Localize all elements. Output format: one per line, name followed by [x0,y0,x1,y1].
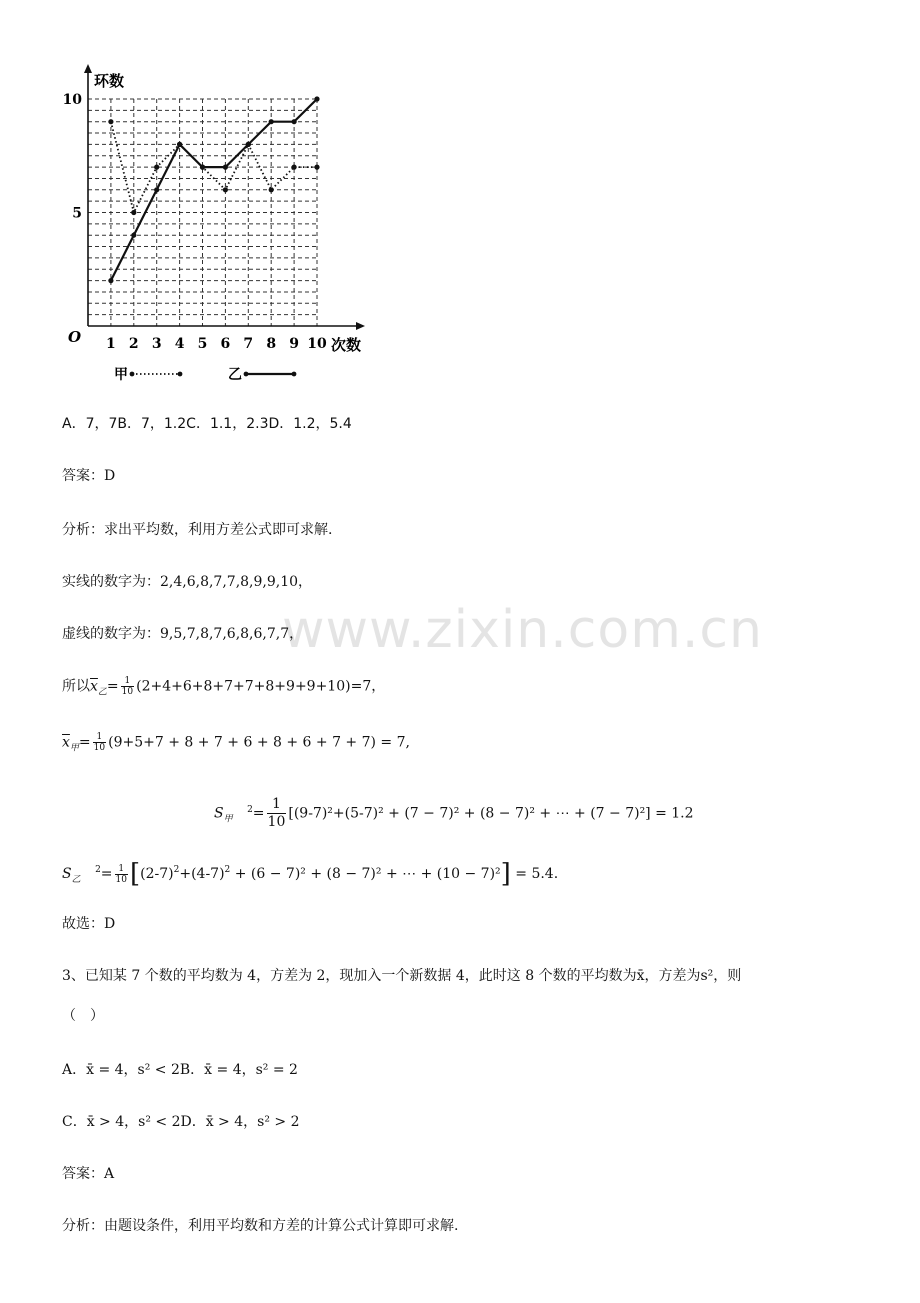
watermark: www.zixin.com.cn [282,600,763,660]
frac-num: 1 [93,732,106,743]
q2-answer [62,466,115,486]
dotted-line-values: 虚线的数字为：9,5,7,8,7,6,8,6,7,7， [62,626,304,642]
term-rest: + (6 − 7)² + (8 − 7)² + ⋯ + (10 − 7)² [230,866,501,882]
q2-options: A．7，7B．7，1.2C．1.1，2.3D．1.2，5.4 [62,416,352,432]
mean-jia-expr: (9+5+7 + 8 + 7 + 6 + 8 + 6 + 7 + 7) = 7, [108,734,410,751]
q3-options-cd: C．x̄ > 4，s² < 2D．x̄ > 4，s² > 2 [62,1114,300,1130]
sub-yi: 乙 [97,687,107,698]
sq: 2 [95,865,101,875]
answer-text: 答案：D [62,468,116,484]
frac-den: 10 [93,743,106,753]
q3-answer: 答案：A [62,1166,115,1182]
s-symbol: S [62,866,72,882]
y-tick-label: 10 [62,92,82,108]
fraction [267,796,287,831]
right-bracket: ] [500,859,511,889]
mean-yi-line [62,676,385,703]
data-point [223,165,228,170]
origin-label: O [68,328,82,346]
q3-options-ab: A．x̄ = 4，s² < 2B．x̄ = 4，s² = 2 [62,1062,298,1078]
so-prefix: 所以 [62,678,90,695]
x-tick-label: 7 [243,336,254,352]
eq-sign: = [106,678,119,695]
variance-yi-result: = 5.4. [510,866,559,882]
data-point [269,119,274,124]
fraction [115,864,128,885]
y-tick-label: 5 [72,205,82,222]
eq-sign: = [78,734,91,751]
frac-num: 1 [121,676,134,687]
data-point [108,278,113,283]
sub-yi: 乙 [71,875,81,885]
q3-analysis: 分析：由题设条件，利用平均数和方差的计算公式计算即可求解. [62,1218,459,1234]
frac-num: 1 [115,864,128,875]
x-tick-label: 6 [220,336,231,352]
data-point [108,119,113,124]
sub-jia: 甲 [69,743,79,754]
xbar-symbol: $\overline{x}$ [90,678,98,695]
mean-jia-line [62,732,410,759]
y-axis-arrow [84,64,92,73]
x-tick-label: 9 [289,336,299,352]
x-tick-label: 2 [128,336,139,352]
data-point [246,142,251,147]
data-point [292,165,297,170]
chart-svg [58,60,378,390]
data-point [314,96,319,101]
legend-dot [292,372,297,377]
q2-choose: 故选：D [62,916,116,932]
data-point [177,142,182,147]
variance-jia-line [214,796,694,831]
legend-label: 乙 [228,367,242,383]
eq-sign: = [100,866,113,882]
data-point [154,165,159,170]
left-bracket: [ [129,859,141,889]
data-point [292,119,297,124]
legend-dot [244,372,249,377]
xbar-symbol: $\overline{x}$ [62,734,70,751]
frac-den: 10 [121,687,134,697]
sq: 2 [173,865,180,875]
fraction [121,676,134,697]
solid-line-values: 实线的数字为：2,4,6,8,7,7,8,9,9,10， [62,574,313,590]
x-tick-label: 8 [266,336,277,352]
variance-yi-line [62,860,558,890]
x-tick-label: 1 [106,336,116,352]
q3-paren: （ ） [62,1008,104,1024]
sq: 2 [247,804,253,815]
line-chart [58,60,378,390]
x-axis-arrow [356,322,365,330]
mean-yi-expr: (2+4+6+8+7+7+8+9+9+10)=7， [136,678,386,695]
x-tick-label: 5 [197,336,208,352]
eq-sign: = [252,805,265,822]
q3-stem: 3、已知某 7 个数的平均数为 4，方差为 2，现加入一个新数据 4，此时这 8 个数的平均数为x̄，方差为s²，则 [62,968,742,984]
q2-analysis: 分析：求出平均数，利用方差公式即可求解. [62,522,333,538]
sub-jia: 甲 [223,814,233,825]
term-a: (2-7) [140,866,174,882]
y-axis-label: 环数 [94,72,125,90]
frac-den: 10 [115,874,127,885]
data-point [154,187,159,192]
sq: 2 [224,865,231,875]
data-point [269,187,274,192]
frac-num: 1 [267,796,287,814]
legend-label: 甲 [114,367,128,383]
x-tick-label: 10 [307,336,327,352]
data-point [200,165,205,170]
x-tick-label: 3 [151,336,162,352]
x-axis-label: 次数 [331,336,362,354]
term-b: +(4-7) [179,866,225,882]
x-tick-label: 4 [174,336,185,352]
s-symbol: S [214,805,224,822]
legend-dot [178,372,183,377]
legend-dot [130,372,135,377]
data-point [223,187,228,192]
data-point [314,165,319,170]
fraction [93,732,106,753]
data-point [131,210,136,215]
frac-den: 10 [267,814,286,830]
data-point [131,233,136,238]
variance-jia-expr: [(9-7)²+(5-7)² + (7 − 7)² + (8 − 7)² + ⋯ + (7 − 7)²] = 1.2 [288,805,694,822]
